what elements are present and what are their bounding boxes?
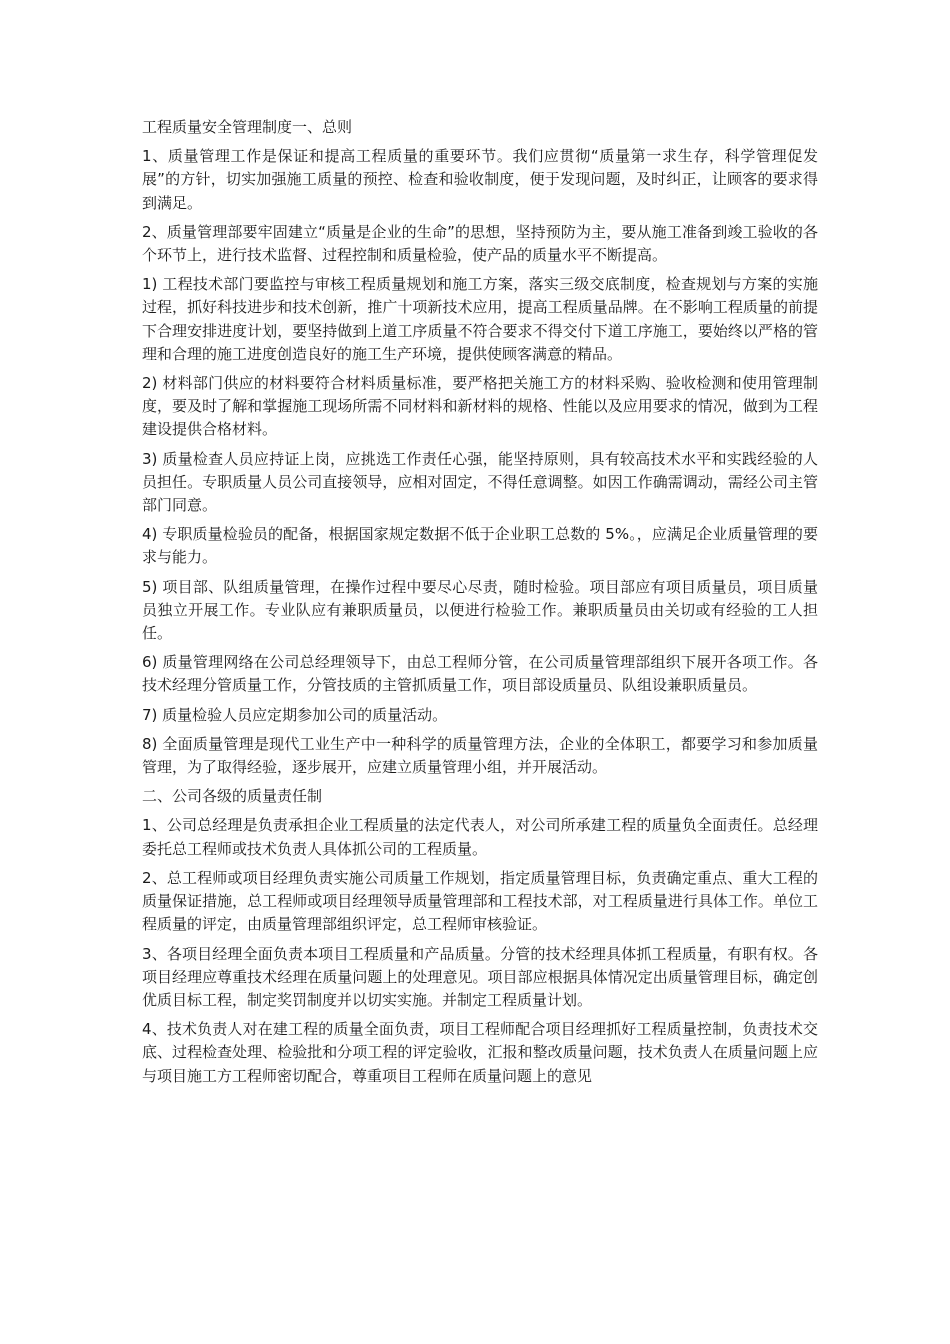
document-title: 工程质量安全管理制度一、总则: [142, 118, 353, 136]
section-heading: 二、公司各级的质量责任制: [142, 787, 323, 806]
paragraph: 2、质量管理部要牢固建立“质量是企业的生命”的思想，坚持预防为主，要从施工准备到竣工验收的各个环节上，进行技术监督、过程控制和质量检验，使产品的质量水平不断提高。: [142, 222, 818, 265]
document-page: [142, 116, 818, 1094]
paragraph: 8) 全面质量管理是现代工业生产中一种科学的质量管理方法，企业的全体职工，都要学习和参加质量管理，为了取得经验，逐步展开，应建立质量管理小组，并开展活动。: [142, 734, 818, 777]
paragraph: 2、总工程师或项目经理负责实施公司质量工作规划，指定质量管理目标，负责确定重点、重大工程的质量保证措施，总工程师或项目经理领导质量管理部和工程技术部，对工程质量进行具体工作。单位工程质量的评定，由质量管理部组织评定，总工程师审核验证。: [142, 868, 818, 934]
paragraph: 1、公司总经理是负责承担企业工程质量的法定代表人，对公司所承建工程的质量负全面责任。总经理委托总工程师或技术负责人具体抓公司的工程质量。: [142, 816, 818, 858]
paragraph: 1、质量管理工作是保证和提高工程质量的重要环节。我们应贯彻“质量第一求生存，科学管理促发展”的方针，切实加强施工质量的预控、检查和验收制度，便于发现问题，及时纠正，让顾客的要求得到满足。: [142, 147, 818, 212]
paragraph: 5) 项目部、队组质量管理，在操作过程中要尽心尽责，随时检验。项目部应有项目质量员，项目质量员独立开展工作。专业队应有兼职质量员，以便进行检验工作。兼职质量员由关切或有经验的工人担任。: [142, 577, 818, 643]
paragraph: 4、技术负责人对在建工程的质量全面负责，项目工程师配合项目经理抓好工程质量控制，负责技术交底、过程检查处理、检验批和分项工程的评定验收，汇报和整改质量问题，技术负责人在质量问题上应与项目施工方工程师密切配合，尊重项目工程师在质量问题上的意见: [142, 1020, 818, 1085]
paragraph: 1) 工程技术部门要监控与审核工程质量规划和施工方案，落实三级交底制度，检查规划与方案的实施过程，抓好科技进步和技术创新，推广十项新技术应用，提高工程质量品牌。在不影响工程质量的前提下合理安排进度计划，要坚持做到上道工序质量不符合要求不得交付下道工序施工，要始终以严格的管理和合理的施工进度创造良好的施工生产环境，提供使顾客满意的精品。: [142, 275, 818, 363]
paragraph: 4) 专职质量检验员的配备，根据国家规定数据不低于企业职工总数的 5%。，应满足企业质量管理的要求与能力。: [142, 525, 818, 567]
paragraph: 7) 质量检验人员应定期参加公司的质量活动。: [142, 705, 448, 724]
paragraph: 3、各项目经理全面负责本项目工程质量和产品质量。分管的技术经理具体抓工程质量，有职有权。各项目经理应尊重技术经理在质量问题上的处理意见。项目部应根据具体情况定出质量管理目标，确定创优质目标工程，制定奖罚制度并以切实实施。并制定工程质量计划。: [142, 944, 818, 1009]
paragraph: 2) 材料部门供应的材料要符合材料质量标准，要严格把关施工方的材料采购、验收检测和使用管理制度，要及时了解和掌握施工现场所需不同材料和新材料的规格、性能以及应用要求的情况，做到为工程建设提供合格材料。: [142, 374, 818, 439]
paragraph: 3) 质量检查人员应持证上岗，应挑选工作责任心强，能坚持原则，具有较高技术水平和实践经验的人员担任。专职质量人员公司直接领导，应相对固定，不得任意调整。如因工作确需调动，需经公司主管部门同意。: [142, 449, 818, 515]
paragraph: 6) 质量管理网络在公司总经理领导下，由总工程师分管，在公司质量管理部组织下展开各项工作。各技术经理分管质量工作，分管技质的主管抓质量工作，项目部设质量员、队组设兼职质量员。: [142, 653, 818, 695]
